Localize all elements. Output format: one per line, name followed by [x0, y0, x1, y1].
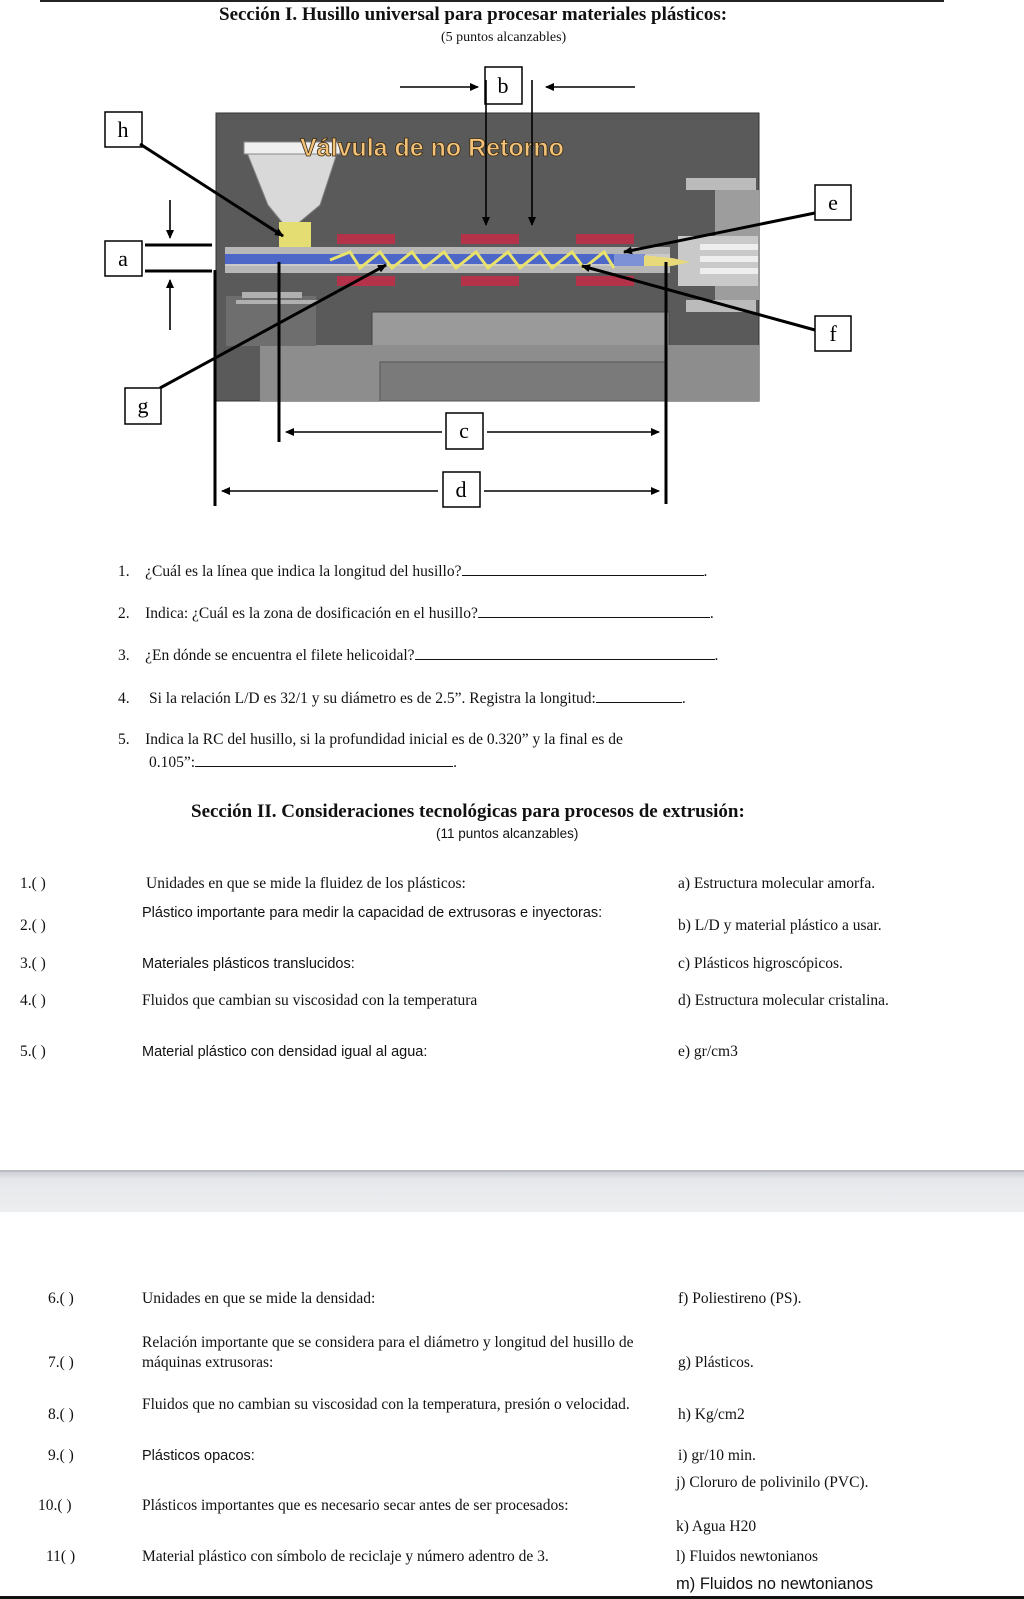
item-1-number[interactable]: 1.( ) — [20, 875, 46, 892]
option-j: j) Cloruro de polivinilo (PVC). — [676, 1474, 869, 1491]
section1-title: Sección I. Husillo universal para procesar materiales plásticos: — [219, 4, 728, 25]
option-l: l) Fluidos newtonianos — [676, 1548, 819, 1565]
label-box-e — [815, 185, 851, 220]
option-k: k) Agua H20 — [676, 1518, 757, 1535]
answer-blank-4[interactable] — [596, 688, 682, 703]
item-5-text: Material plástico con densidad igual al agua: — [142, 1044, 428, 1060]
question-1: 1. ¿Cuál es la línea que indica la longitud del husillo? . — [118, 563, 708, 580]
question-3: 3. ¿En dónde se encuentra el filete helicoidal? . — [118, 647, 719, 664]
item-7-text: Relación importante que se considera para el diámetro y longitud del husillo de máquinas extrusoras: — [142, 1334, 634, 1371]
answer-blank-3[interactable] — [415, 645, 715, 660]
item-4-number[interactable]: 4.( ) — [20, 992, 46, 1009]
item-3-text: Materiales plásticos translucidos: — [142, 956, 355, 972]
item-9-text: Plásticos opacos: — [142, 1448, 255, 1464]
section2-title: Sección II. Consideraciones tecnológicas para procesos de extrusión: — [191, 801, 745, 822]
label-a: a — [118, 246, 128, 271]
question-2: 2. Indica: ¿Cuál es la zona de dosificación en el husillo? . — [118, 605, 714, 622]
item-6-number[interactable]: 6.( ) — [48, 1290, 74, 1307]
pointer-a — [145, 200, 212, 330]
item-8-number[interactable]: 8.( ) — [48, 1406, 74, 1423]
option-e: e) gr/cm3 — [678, 1043, 738, 1060]
top-rule — [40, 0, 944, 2]
question-5: 5. Indica la RC del husillo, si la profundidad inicial es de 0.320” y la final es de — [118, 731, 623, 748]
label-f: f — [829, 321, 837, 346]
item-2-number[interactable]: 2.( ) — [20, 917, 46, 934]
item-11-text: Material plástico con símbolo de reciclaje y número adentro de 3. — [142, 1548, 549, 1565]
label-box-b — [485, 67, 522, 104]
option-a: a) Estructura molecular amorfa. — [678, 875, 876, 892]
item-3-number[interactable]: 3.( ) — [20, 955, 46, 972]
option-h: h) Kg/cm2 — [678, 1406, 745, 1423]
question-4: 4. Si la relación L/D es 32/1 y su diámetro es de 2.5”. Registra la longitud: . — [118, 690, 686, 707]
item-2-text: Plástico importante para medir la capacidad de extrusoras e inyectoras: — [142, 905, 603, 921]
banner-text: Válvula de no Retorno — [300, 134, 564, 162]
item-8-text: Fluidos que no cambian su viscosidad con la temperatura, presión o velocidad. — [142, 1396, 630, 1413]
section1-points: (5 puntos alcanzables) — [441, 30, 567, 45]
label-box-c — [446, 413, 483, 449]
item-11-number[interactable]: 11( ) — [46, 1548, 76, 1565]
item-10-number[interactable]: 10.( ) — [38, 1497, 72, 1514]
page-break — [0, 1172, 1024, 1212]
answer-blank-2[interactable] — [478, 603, 710, 618]
label-box-d — [443, 472, 480, 507]
label-box-g — [125, 388, 161, 424]
item-7-number[interactable]: 7.( ) — [48, 1354, 74, 1371]
answer-blank-1[interactable] — [462, 561, 704, 576]
item-6-text: Unidades en que se mide la densidad: — [142, 1290, 376, 1307]
option-g: g) Plásticos. — [678, 1354, 754, 1371]
option-m: m) Fluidos no newtonianos — [676, 1575, 874, 1593]
item-4-text: Fluidos que cambian su viscosidad con la temperatura — [142, 992, 478, 1009]
label-g: g — [137, 393, 149, 418]
option-i: i) gr/10 min. — [678, 1447, 756, 1464]
question-5-cont: 0.105”: . — [149, 754, 457, 771]
option-d: d) Estructura molecular cristalina. — [678, 992, 889, 1009]
label-b: b — [497, 73, 509, 98]
label-h: h — [117, 117, 129, 142]
item-9-number[interactable]: 9.( ) — [48, 1447, 74, 1464]
label-e: e — [828, 190, 838, 215]
injection-machine — [216, 113, 759, 401]
option-f: f) Poliestireno (PS). — [678, 1290, 802, 1307]
label-box-f — [815, 316, 851, 351]
item-5-number[interactable]: 5.( ) — [20, 1043, 46, 1060]
label-box-a — [105, 241, 142, 276]
label-c: c — [459, 418, 469, 443]
item-10-text: Plásticos importantes que es necesario secar antes de ser procesados: — [142, 1497, 569, 1514]
screw-diagram — [0, 50, 1024, 510]
option-c: c) Plásticos higroscópicos. — [678, 955, 843, 972]
label-box-h — [105, 112, 142, 147]
answer-blank-5[interactable] — [195, 752, 453, 767]
item-1-text: Unidades en que se mide la fluidez de los plásticos: — [146, 875, 466, 892]
label-d: d — [455, 477, 467, 502]
section2-points: (11 puntos alcanzables) — [436, 826, 579, 841]
option-b: b) L/D y material plástico a usar. — [678, 917, 882, 934]
